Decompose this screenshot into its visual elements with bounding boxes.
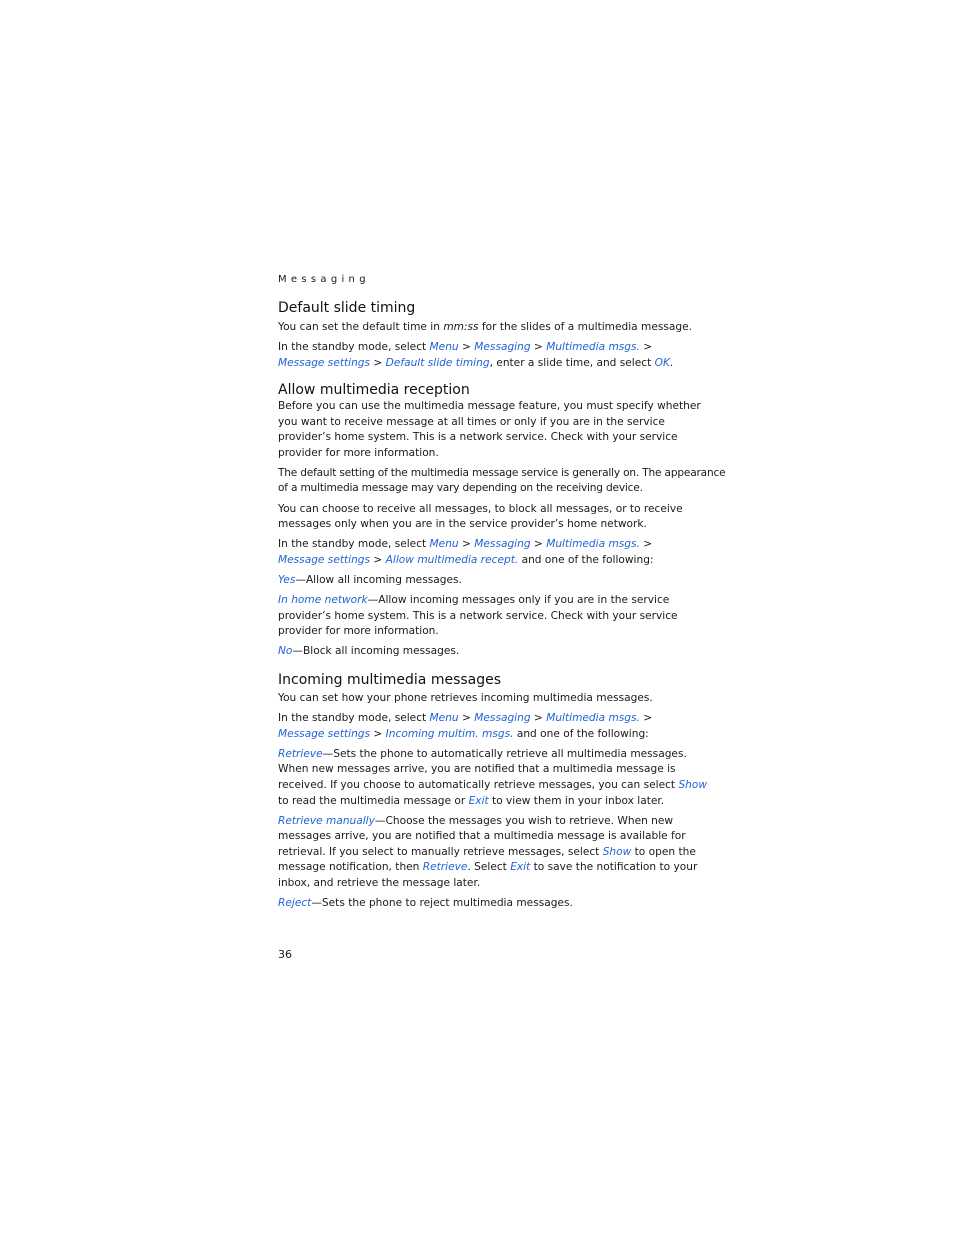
text-line: provider’s home system. This is a network service. Check with your service	[278, 431, 678, 444]
option-yes	[278, 573, 678, 589]
multimedia-msgs-link: Multimedia msgs.	[546, 341, 640, 354]
section-heading: Allow multimedia reception	[278, 382, 470, 398]
separator: >	[458, 538, 475, 551]
option-description: —Sets the phone to reject multimedia messages.	[311, 897, 573, 910]
text-line: messages only when you are in the service provider’s home network.	[278, 518, 647, 531]
text-line: When new messages arrive, you are notified that a multimedia message is	[278, 763, 676, 776]
text: In the standby mode, select	[278, 341, 430, 354]
menu-link: Menu	[429, 538, 459, 551]
separator: >	[458, 341, 475, 354]
text: . Select	[467, 861, 511, 874]
separator: >	[530, 538, 547, 551]
separator: >	[639, 341, 653, 354]
exit-link: Exit	[468, 794, 489, 807]
text: , enter a slide time, and select	[489, 356, 655, 369]
text-line: provider for more information.	[278, 446, 439, 459]
section-heading: Default slide timing	[278, 300, 416, 316]
messaging-link: Messaging	[474, 538, 531, 551]
message-settings-link: Message settings	[278, 727, 371, 740]
option-retrieve	[278, 747, 708, 809]
separator: >	[639, 712, 653, 725]
time-format: mm:ss	[443, 321, 479, 333]
paragraph: You can set how your phone retrieves incoming multimedia messages.	[278, 692, 653, 704]
running-header: Messaging	[278, 274, 370, 285]
option-term: Retrieve manually	[278, 814, 375, 827]
paragraph	[278, 466, 726, 497]
text: to read the multimedia message or	[278, 794, 469, 807]
option-term: Retrieve	[278, 747, 323, 760]
text: message notification, then	[278, 861, 423, 874]
text-line: of a multimedia message may vary depending on the receiving device.	[278, 482, 643, 495]
messaging-link: Messaging	[474, 712, 531, 725]
separator: >	[370, 356, 386, 369]
menu-link: Menu	[429, 341, 459, 354]
text-line: inbox, and retrieve the message later.	[278, 877, 481, 890]
message-settings-link: Message settings	[278, 553, 371, 566]
separator: >	[530, 341, 547, 354]
retrieve-link: Retrieve	[422, 861, 468, 874]
ok-link: OK	[654, 356, 670, 369]
allow-multimedia-recept-link: Allow multimedia recept.	[385, 553, 519, 566]
text: to save the notification to your	[530, 861, 698, 874]
option-reject	[278, 896, 678, 912]
messaging-link: Messaging	[474, 341, 531, 354]
multimedia-msgs-link: Multimedia msgs.	[546, 538, 640, 551]
show-link: Show	[602, 845, 632, 858]
text: You can set the default time in	[278, 321, 444, 333]
text-line: provider’s home system. This is a network service. Check with your service	[278, 609, 678, 622]
text-line: you want to receive message at all times or only if you are in the service	[278, 415, 665, 428]
separator: >	[639, 538, 653, 551]
text: received. If you choose to automatically retrieve messages, you can select	[278, 778, 679, 791]
text-line: You can choose to receive all messages, to block all messages, or to receive	[278, 502, 683, 515]
text-line: messages arrive, you are notified that a multimedia message is available for	[278, 830, 686, 843]
option-term: Yes	[278, 573, 296, 586]
text-line: provider for more information.	[278, 625, 439, 638]
section-default-slide-timing	[278, 299, 693, 376]
text: to open the	[631, 845, 696, 858]
option-no	[278, 644, 678, 660]
option-in-home-network	[278, 593, 678, 640]
text: to view them in your inbox later.	[488, 794, 665, 807]
separator: >	[370, 727, 386, 740]
option-description: —Sets the phone to automatically retrieve all multimedia messages.	[322, 747, 687, 760]
text: In the standby mode, select	[278, 712, 430, 725]
separator: >	[458, 712, 475, 725]
menu-path-paragraph	[278, 711, 678, 742]
menu-path-paragraph	[278, 537, 678, 568]
text: and one of the following:	[518, 553, 654, 566]
message-settings-link: Message settings	[278, 356, 371, 369]
section-incoming-multimedia-messages	[278, 671, 708, 916]
paragraph	[278, 320, 693, 336]
paragraph	[278, 502, 683, 533]
text: .	[669, 356, 674, 369]
menu-path-paragraph	[278, 340, 678, 371]
text: for the slides of a multimedia message.	[478, 321, 693, 333]
separator: >	[530, 712, 547, 725]
text: and one of the following:	[513, 727, 649, 740]
exit-link: Exit	[510, 861, 531, 874]
section-heading: Incoming multimedia messages	[278, 672, 502, 688]
text-line: The default setting of the multimedia message service is generally on. The appearance	[278, 466, 726, 479]
paragraph	[278, 399, 701, 461]
incoming-multim-msgs-link: Incoming multim. msgs.	[385, 727, 514, 740]
default-slide-timing-link: Default slide timing	[385, 356, 490, 369]
option-retrieve-manually	[278, 814, 698, 892]
section-allow-multimedia-reception	[278, 381, 726, 664]
option-term: In home network	[278, 594, 368, 607]
text-line: Before you can use the multimedia message feature, you must specify whether	[278, 400, 701, 412]
text: retrieval. If you select to manually retrieve messages, select	[278, 845, 603, 858]
text: In the standby mode, select	[278, 538, 430, 551]
menu-link: Menu	[429, 712, 459, 725]
option-term: Reject	[278, 897, 312, 910]
multimedia-msgs-link: Multimedia msgs.	[546, 712, 640, 725]
option-description: —Choose the messages you wish to retrieve. When new	[374, 814, 674, 827]
option-term: No	[278, 645, 293, 658]
show-link: Show	[678, 778, 708, 791]
option-description: —Allow incoming messages only if you are in the service	[367, 594, 670, 607]
option-description: —Block all incoming messages.	[292, 645, 460, 658]
separator: >	[370, 553, 386, 566]
option-description: —Allow all incoming messages.	[295, 573, 462, 586]
page-number: 36	[278, 948, 292, 961]
